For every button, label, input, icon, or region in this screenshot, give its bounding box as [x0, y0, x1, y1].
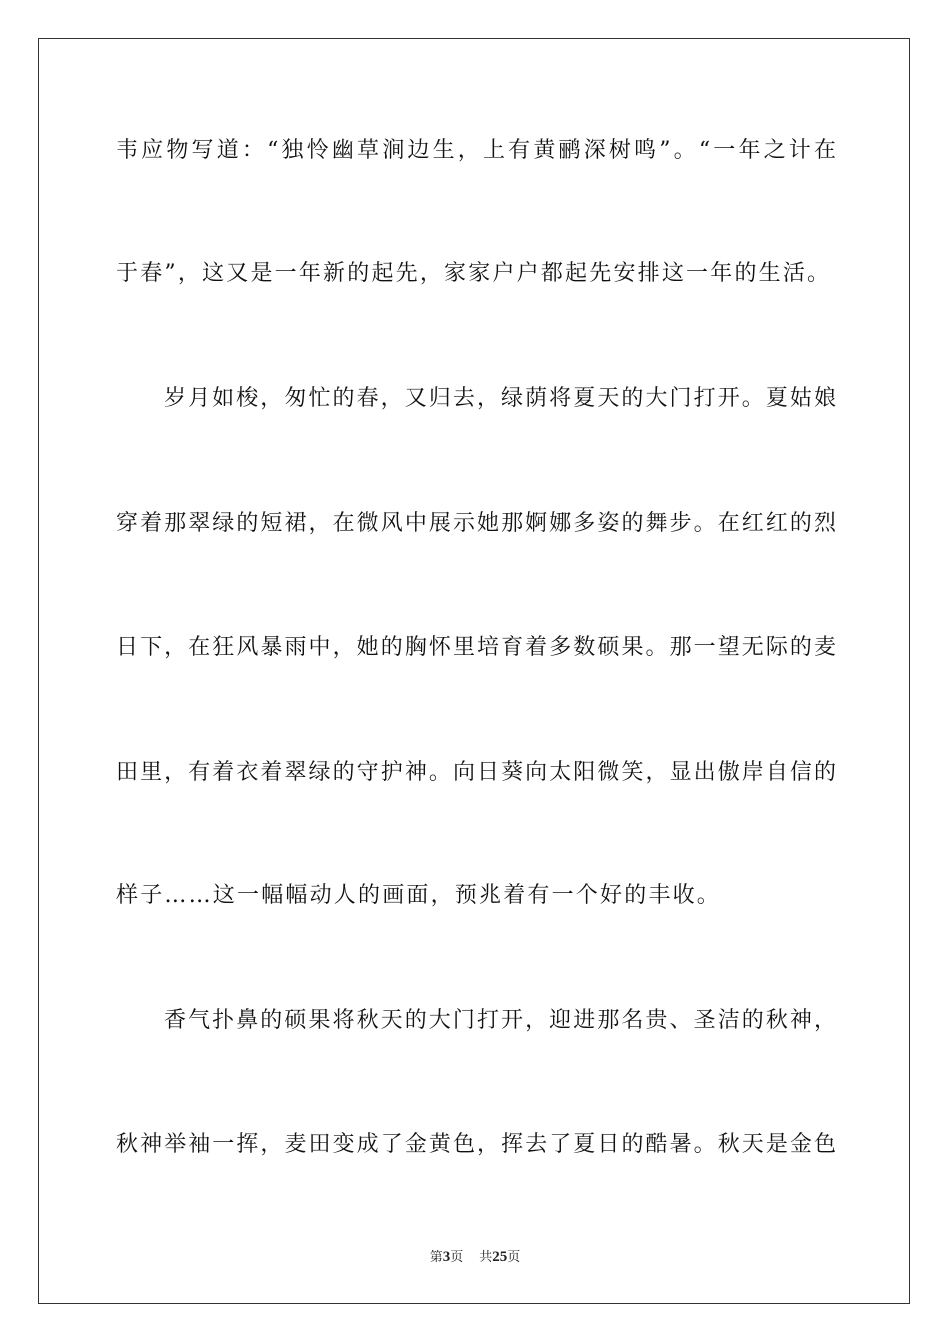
text-line: 韦应物写道：“独怜幽草涧边生，上有黄鹂深树鸣”。“一年之计在	[116, 138, 836, 163]
page-suffix: 页	[450, 1250, 464, 1265]
page-prefix: 第	[429, 1250, 443, 1265]
current-page-number: 3	[442, 1249, 451, 1265]
text-line: 于春”，这又是一年新的起先，家家户户都起先安排这一年的生活。	[116, 261, 832, 286]
total-page-count: 25	[492, 1249, 508, 1265]
text-line: 秋神举袖一挥，麦田变成了金黄色，挥去了夏日的酷暑。秋天是金色	[116, 1132, 836, 1157]
text-line: 穿着那翠绿的短裙，在微风中展示她那婀娜多姿的舞步。在红红的烈	[116, 511, 836, 536]
text-line: 日下，在狂风暴雨中，她的胸怀里培育着多数硕果。那一望无际的麦	[116, 635, 836, 660]
paragraph-first-line: 香气扑鼻的硕果将秋天的大门打开，迎进那名贵、圣洁的秋神，	[164, 1008, 836, 1033]
total-suffix: 页	[507, 1250, 521, 1265]
paragraph-first-line: 岁月如梭，匆忙的春，又归去，绿荫将夏天的大门打开。夏姑娘	[164, 386, 836, 411]
text-line: 样子……这一幅幅动人的画面，预兆着有一个好的丰收。	[116, 883, 722, 908]
text-line: 田里，有着衣着翠绿的守护神。向日葵向太阳微笑，显出傲岸自信的	[116, 760, 836, 785]
page-footer	[0, 1248, 950, 1267]
page-border	[38, 38, 910, 1304]
total-prefix: 共	[479, 1250, 493, 1265]
